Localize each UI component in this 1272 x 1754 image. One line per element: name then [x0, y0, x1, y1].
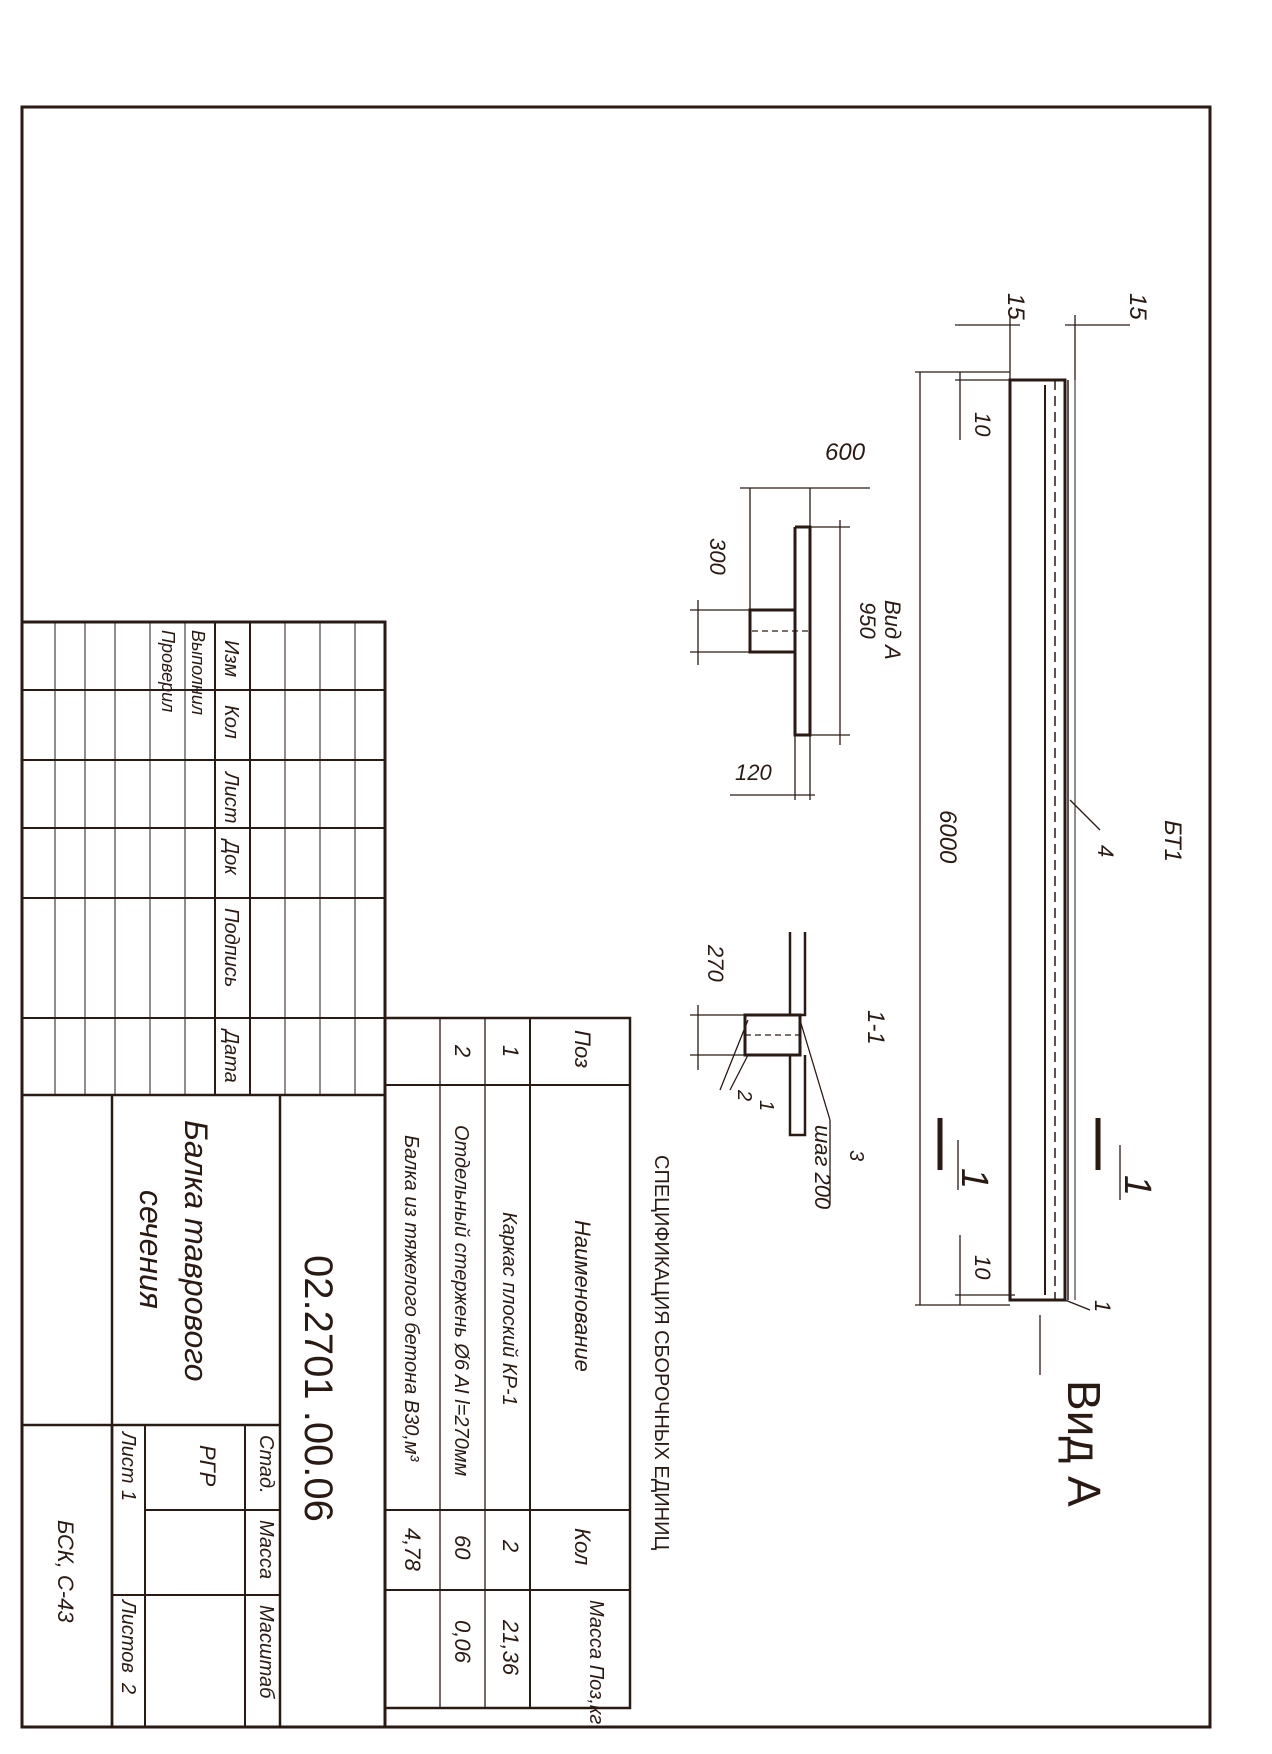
spec-header-pos: Поз	[570, 1030, 595, 1069]
view-a-label: Вид А	[880, 600, 905, 660]
dim-end-bottom: 10	[970, 1255, 995, 1280]
cut-mark-right: 1	[1116, 1175, 1158, 1197]
callout-2-section: 2	[733, 1090, 755, 1102]
tb-scale-label: Масштаб	[255, 1605, 277, 1699]
tb-role-done: Выполнил	[188, 630, 208, 715]
tb-col-podpis: Подпись	[220, 908, 242, 988]
spec-row1-mass: 21,36	[498, 1620, 523, 1676]
spec-header-qty: Кол	[570, 1528, 595, 1566]
callout-3: 3	[845, 1150, 867, 1162]
spec-row1-pos: 1	[498, 1045, 523, 1058]
tb-mass-label: Масса	[255, 1520, 277, 1580]
cut-mark-left: 1	[953, 1168, 995, 1190]
tb-col-data: Дата	[220, 1030, 242, 1083]
beam-mark: БТ1	[1159, 820, 1186, 863]
spec-row2-qty: 60	[450, 1535, 475, 1560]
spec-row2-pos: 2	[450, 1045, 475, 1058]
tb-role-checked: Проверил	[158, 630, 178, 713]
tb-col-izm: Изм	[220, 640, 242, 678]
tb-col-list: Лист	[220, 772, 242, 824]
spec-header-mass: Масса Поз,кг	[585, 1600, 607, 1725]
dim-total-height: 950	[855, 602, 880, 639]
spec-row1-name: Каркас плоский КР-1	[498, 1212, 520, 1406]
dim-length: 6000	[934, 810, 961, 864]
tb-title-line1: Балка таврового	[178, 1120, 214, 1382]
beam-elevation	[1010, 380, 1075, 1300]
tb-org: БСК, С-43	[53, 1520, 78, 1623]
callout-1-section: 1	[755, 1100, 777, 1112]
tb-sheet-value: 1	[117, 1490, 139, 1502]
spec-row2-mass: 0,06	[450, 1620, 475, 1663]
tb-col-kol: Кол	[220, 705, 242, 739]
tb-stage-value: РГР	[195, 1445, 220, 1487]
view-a-dimensions	[690, 488, 870, 800]
callout-1-beam: 1	[1090, 1300, 1115, 1313]
spec-title: СПЕЦИФИКАЦИЯ СБОРОЧНЫХ ЕДИНИЦ	[650, 1155, 672, 1551]
dim-stirrup-step: шаг 200	[810, 1125, 835, 1210]
dim-web-depth: 300	[705, 538, 730, 575]
tb-title-line2: сечения	[133, 1190, 169, 1309]
dim-end-top: 10	[970, 412, 995, 437]
tb-sheets-value: 2	[117, 1683, 139, 1695]
dim-web-width: 120	[735, 760, 772, 785]
tb-stage-label: Стад.	[255, 1435, 277, 1494]
dim-top-left: 15	[1002, 293, 1029, 320]
tb-col-dok: Док	[220, 840, 242, 875]
spec-row2-name: Отдельный стержень Ø6 AI l=270мм	[450, 1125, 472, 1477]
tb-sheet-label: Лист	[117, 1432, 139, 1484]
view-a-caption: Вид А	[1058, 1380, 1110, 1507]
dim-flange-width: 600	[825, 439, 866, 466]
spec-row3-qty: 4,78	[400, 1528, 425, 1571]
section-cut-marks	[940, 1118, 1120, 1375]
spec-row3-name: Балка из тяжелого бетона В30,м³	[400, 1135, 422, 1462]
callout-4: 4	[1093, 845, 1118, 858]
dim-top-right: 15	[1124, 293, 1151, 320]
view-a-section	[750, 527, 810, 735]
spec-header-name: Наименование	[570, 1220, 595, 1372]
section-1-1-label: 1-1	[862, 1010, 889, 1045]
tb-doc-code: 02.2701 .00.06	[296, 1255, 340, 1522]
dim-section-depth: 270	[703, 945, 728, 982]
tb-sheets-label: Листов	[117, 1600, 139, 1673]
spec-row1-qty: 2	[498, 1540, 523, 1553]
